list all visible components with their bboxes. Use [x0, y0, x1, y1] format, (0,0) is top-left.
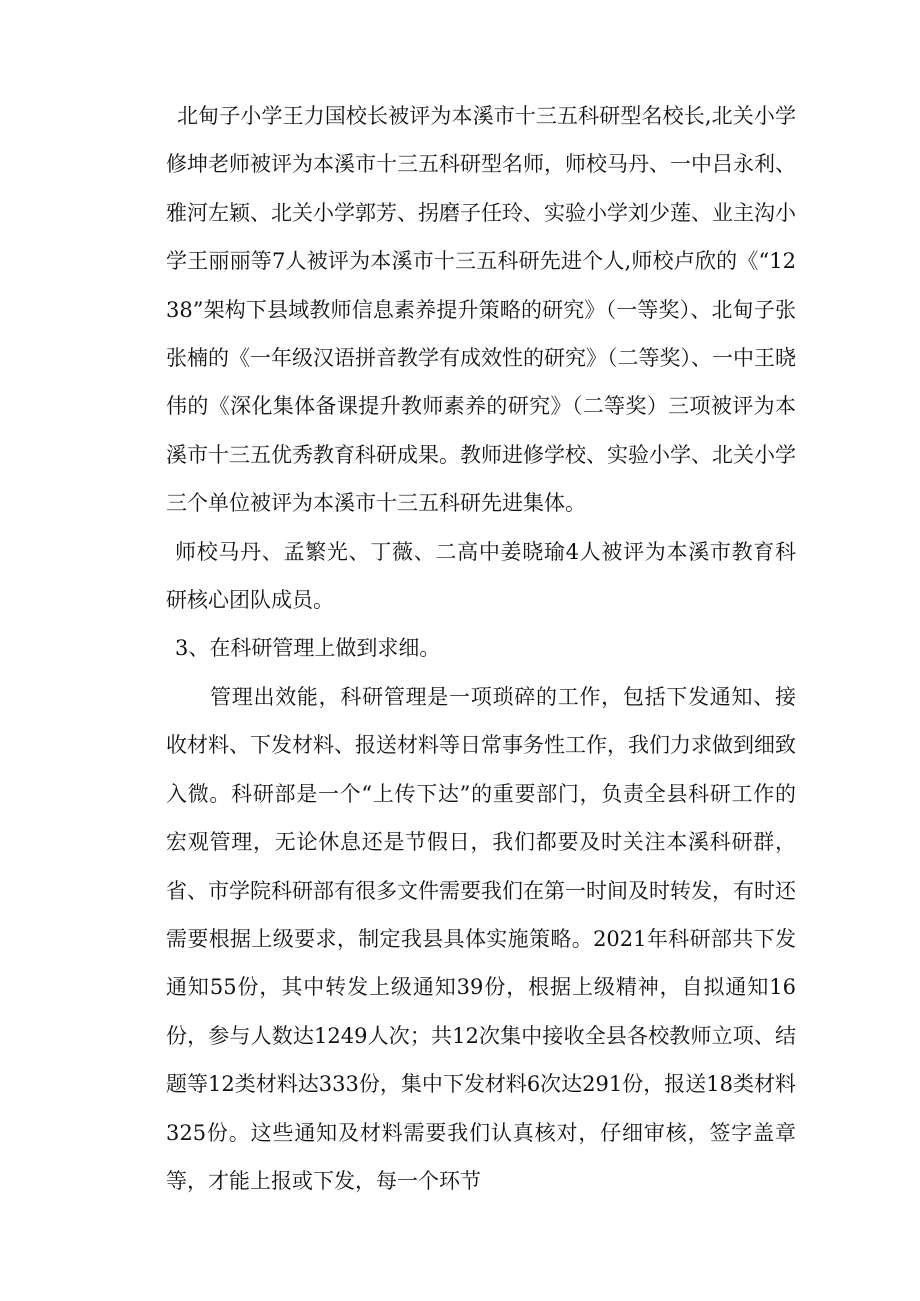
- document-body: [166, 92, 796, 1205]
- paragraph-core-team: 师校马丹、孟繁光、丁薇、二高中姜晓瑜4人被评为本溪市教育科研核心团队成员。: [166, 539, 796, 613]
- paragraph-management-details: 管理出效能，科研管理是一项琐碎的工作，包括下发通知、接收材料、下发材料、报送材料等日常事务性工作，我们力求做到细致入微。科研部是一个“上传下达”的重要部门，负责全县科研工作的宏观管理，无论休息还是节假日，我们都要及时关注本溪科研群，省、市学院科研部有很多文件需要我们在第一时间及时转发，有时还需要根据上级要求，制定我县具体实施策略。2021年科研部共下发通知55份，其中转发上级通知39份，根据上级精神，自拟通知16份，参与人数达1249人次；共12次集中接收全县各校教师立项、结题等12类材料达333份，集中下发材料6次达291份，报送18类材料325份。这些通知及材料需要我们认真核对，仔细审核，签字盖章等，才能上报或下发，每一个环节: [166, 684, 796, 1193]
- section-heading-research-management: 3、在科研管理上做到求细。: [175, 636, 441, 661]
- paragraph-awards-individuals: 北甸子小学王力国校长被评为本溪市十三五科研型名校长,北关小学修坤老师被评为本溪市十三五科研型名师，师校马丹、一中吕永利、雅河左颖、北关小学郭芳、拐磨子任玲、实验小学刘少莲、业主沟小学王丽丽等7人被评为本溪市十三五科研先进个人,师校卢欣的《“1238”架构下县域教师信息素养提升策略的研究》（一等奖）、北甸子张张楠的《一年级汉语拼音教学有成效性的研究》（二等奖）、一中王晓伟的《深化集体备课提升教师素养的研究》（二等奖）三项被评为本溪市十三五优秀教育科研成果。教师进修学校、实验小学、北关小学三个单位被评为本溪市十三五科研先进集体。: [166, 104, 796, 516]
